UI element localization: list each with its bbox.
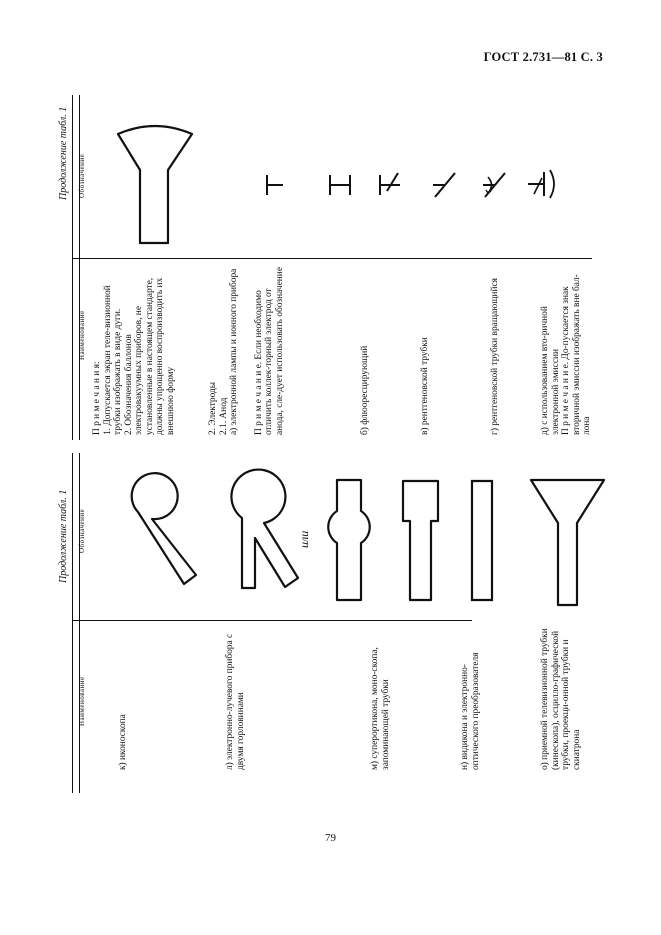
right-col-name: Наименование — [78, 310, 86, 360]
page-number: 79 — [325, 832, 336, 844]
anode-symbol — [255, 165, 295, 205]
item-v: в) рентгеновской трубки — [420, 337, 430, 435]
kinescope-symbol — [528, 475, 608, 610]
item-d-block — [540, 265, 593, 435]
right-continuation: Продолжение табл. 1 — [58, 106, 69, 200]
right-header-bottom-rule — [79, 95, 80, 440]
left-header-rule — [72, 620, 472, 621]
right-top-rule — [72, 95, 73, 440]
anode-item-a: а) электронной лампы и ионного прибора — [229, 268, 240, 435]
or-word: или — [297, 530, 311, 548]
bulb-outline-symbol — [110, 118, 200, 248]
notes-title: П р и м е ч а н и я: — [92, 361, 102, 435]
electrodes-heading: 2. Электроды — [208, 381, 218, 435]
left-row-label: м) суперортикона, моно-скопа, запоминающей трубки — [370, 647, 391, 770]
xray-anode-symbol — [425, 165, 465, 205]
rotating-xray-anode-symbol — [475, 165, 515, 205]
left-top-rule — [72, 453, 73, 793]
notes-block — [92, 265, 176, 435]
notes-item: 2. Обозначения баллонов электровакуумных приборов, не установленные в настоящем стандарте, должны упрощенно воспроизводить их внешнюю форму — [123, 277, 176, 435]
secondary-emission-anode-symbol — [520, 162, 564, 206]
notes-item: 1. Допускается экран теле-визионной трубки изображать в виде дуги. — [102, 285, 124, 435]
converter-symbol — [462, 475, 502, 605]
page-header: ГОСТ 2.731—81 С. 3 — [483, 50, 603, 64]
right-header-rule — [72, 258, 592, 259]
left-col-name: Наименование — [78, 676, 86, 726]
left-row-label: н) видикона и электронно-оптического преобразователя — [460, 652, 481, 770]
left-row-label: о) приемной телевизионной трубки (кинескопа), осцилло-графической трубки, проекци-онной трубки и скиатрона — [540, 628, 582, 770]
anode-heading: 2.1. Анод — [218, 397, 229, 435]
item-d: д) с использованием вто-ричной электронной эмиссии — [540, 306, 561, 435]
item-b: б) флюоресцирующий — [360, 345, 370, 435]
supericonoscope-symbol — [320, 475, 380, 605]
right-col-symbol: Обозначение — [78, 153, 86, 198]
iconoscope-symbol — [100, 475, 210, 590]
fluorescent-anode-symbol — [370, 165, 410, 205]
item-g: г) рентгеновской трубки вращающийся — [490, 278, 500, 435]
collector-electrode-symbol — [320, 165, 360, 205]
item-d-note: П р и м е ч а н и е. До-пускается знак вторичной эмиссии изображать вне бал-лона — [561, 274, 593, 435]
left-col-symbol: Обозначение — [78, 508, 86, 553]
left-row-label: к) иконоскопа — [118, 714, 128, 770]
left-continuation: Продолжение табл. 1 — [58, 489, 69, 583]
left-header-bottom-rule — [79, 453, 80, 793]
vidicon-symbol — [396, 475, 446, 605]
anode-note: П р и м е ч а н и е. Если необходимо отличить коллек-торный электрод от анода, сле-дует использовать обозначение — [253, 267, 285, 435]
electrodes-block — [208, 265, 285, 435]
left-row-label: л) электронно-лучевого прибора с двумя горловинами — [225, 633, 246, 770]
